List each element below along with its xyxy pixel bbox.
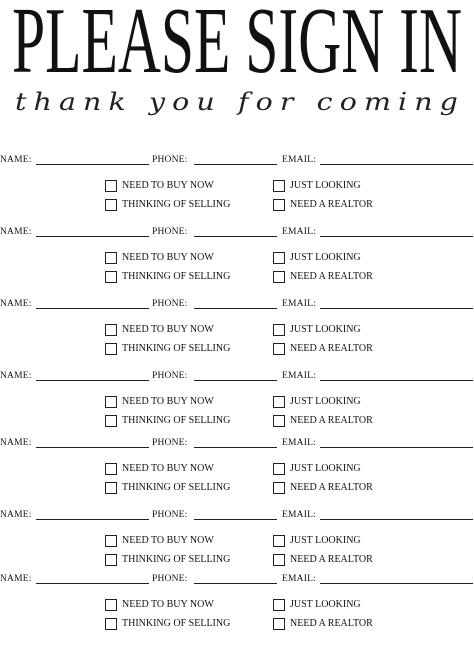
fields-row bbox=[0, 370, 474, 386]
checkbox-label: JUST LOOKING bbox=[290, 535, 361, 546]
name-field[interactable] bbox=[36, 583, 149, 584]
sign-in-entry bbox=[0, 437, 474, 509]
email-field[interactable] bbox=[320, 519, 473, 520]
just-looking-checkbox[interactable] bbox=[273, 396, 423, 410]
checkbox-box[interactable] bbox=[105, 324, 117, 336]
checkbox-box[interactable] bbox=[105, 199, 117, 211]
checkbox-label: THINKING OF SELLING bbox=[122, 271, 231, 282]
phone-field[interactable] bbox=[194, 447, 277, 448]
need-a-realtor-checkbox[interactable] bbox=[273, 415, 423, 429]
email-label: EMAIL: bbox=[282, 155, 316, 165]
email-field[interactable] bbox=[320, 583, 473, 584]
email-field[interactable] bbox=[320, 308, 473, 309]
checkbox-box[interactable] bbox=[105, 482, 117, 494]
checkbox-label: JUST LOOKING bbox=[290, 324, 361, 335]
email-label: EMAIL: bbox=[282, 299, 316, 309]
email-label: EMAIL: bbox=[282, 510, 316, 520]
checkbox-box[interactable] bbox=[273, 554, 285, 566]
name-label: NAME: bbox=[0, 438, 32, 448]
checkbox-label: NEED A REALTOR bbox=[290, 482, 373, 493]
just-looking-checkbox[interactable] bbox=[273, 324, 423, 338]
name-field[interactable] bbox=[36, 519, 149, 520]
email-field[interactable] bbox=[320, 236, 473, 237]
checkbox-box[interactable] bbox=[273, 396, 285, 408]
just-looking-checkbox[interactable] bbox=[273, 252, 423, 266]
phone-field[interactable] bbox=[194, 164, 277, 165]
checkbox-label: NEED TO BUY NOW bbox=[122, 324, 214, 335]
checkbox-box[interactable] bbox=[105, 599, 117, 611]
phone-field[interactable] bbox=[194, 236, 277, 237]
checkbox-label: NEED TO BUY NOW bbox=[122, 463, 214, 474]
checkbox-box[interactable] bbox=[105, 180, 117, 192]
subtitle-script bbox=[0, 78, 474, 128]
sign-in-entry bbox=[0, 226, 474, 298]
need-a-realtor-checkbox[interactable] bbox=[273, 271, 423, 285]
name-field[interactable] bbox=[36, 236, 149, 237]
thinking-of-selling-checkbox[interactable] bbox=[105, 618, 255, 632]
checkbox-box[interactable] bbox=[105, 343, 117, 355]
phone-label: PHONE: bbox=[152, 227, 188, 237]
fields-row bbox=[0, 509, 474, 525]
phone-label: PHONE: bbox=[152, 371, 188, 381]
need-to-buy-now-checkbox[interactable] bbox=[105, 599, 255, 613]
need-a-realtor-checkbox[interactable] bbox=[273, 618, 423, 632]
checkbox-label: JUST LOOKING bbox=[290, 252, 361, 263]
name-label: NAME: bbox=[0, 227, 32, 237]
sign-in-entry bbox=[0, 298, 474, 370]
phone-label: PHONE: bbox=[152, 438, 188, 448]
name-label: NAME: bbox=[0, 155, 32, 165]
fields-row bbox=[0, 437, 474, 453]
need-a-realtor-checkbox[interactable] bbox=[273, 343, 423, 357]
phone-field[interactable] bbox=[194, 519, 277, 520]
checkbox-box[interactable] bbox=[273, 599, 285, 611]
checkbox-label: NEED A REALTOR bbox=[290, 554, 373, 565]
checkbox-box[interactable] bbox=[105, 415, 117, 427]
thinking-of-selling-checkbox[interactable] bbox=[105, 554, 255, 568]
checkbox-box[interactable] bbox=[105, 396, 117, 408]
fields-row bbox=[0, 226, 474, 242]
thinking-of-selling-checkbox[interactable] bbox=[105, 271, 255, 285]
sign-in-entry bbox=[0, 370, 474, 442]
checkbox-box[interactable] bbox=[273, 199, 285, 211]
checkbox-box[interactable] bbox=[273, 535, 285, 547]
need-a-realtor-checkbox[interactable] bbox=[273, 199, 423, 213]
checkbox-label: THINKING OF SELLING bbox=[122, 618, 231, 629]
checkbox-label: NEED A REALTOR bbox=[290, 271, 373, 282]
phone-label: PHONE: bbox=[152, 299, 188, 309]
checkbox-label: JUST LOOKING bbox=[290, 396, 361, 407]
checkbox-box[interactable] bbox=[273, 482, 285, 494]
just-looking-checkbox[interactable] bbox=[273, 599, 423, 613]
checkbox-box[interactable] bbox=[273, 324, 285, 336]
name-field[interactable] bbox=[36, 308, 149, 309]
checkbox-box[interactable] bbox=[105, 535, 117, 547]
need-to-buy-now-checkbox[interactable] bbox=[105, 463, 255, 477]
thinking-of-selling-checkbox[interactable] bbox=[105, 199, 255, 213]
need-to-buy-now-checkbox[interactable] bbox=[105, 535, 255, 549]
checkbox-label: JUST LOOKING bbox=[290, 180, 361, 191]
checkbox-box[interactable] bbox=[105, 618, 117, 630]
name-field[interactable] bbox=[36, 380, 149, 381]
fields-row bbox=[0, 573, 474, 589]
checkbox-box[interactable] bbox=[105, 252, 117, 264]
just-looking-checkbox[interactable] bbox=[273, 535, 423, 549]
need-to-buy-now-checkbox[interactable] bbox=[105, 396, 255, 410]
email-field[interactable] bbox=[320, 447, 473, 448]
checkbox-label: NEED TO BUY NOW bbox=[122, 252, 214, 263]
phone-field[interactable] bbox=[194, 380, 277, 381]
fields-row bbox=[0, 298, 474, 314]
checkbox-label: THINKING OF SELLING bbox=[122, 415, 231, 426]
checkbox-label: THINKING OF SELLING bbox=[122, 554, 231, 565]
name-field[interactable] bbox=[36, 447, 149, 448]
checkbox-box[interactable] bbox=[105, 554, 117, 566]
checkbox-label: NEED A REALTOR bbox=[290, 343, 373, 354]
checkbox-box[interactable] bbox=[273, 252, 285, 264]
checkbox-label: JUST LOOKING bbox=[290, 599, 361, 610]
checkbox-label: NEED TO BUY NOW bbox=[122, 396, 214, 407]
checkbox-box[interactable] bbox=[105, 463, 117, 475]
email-label: EMAIL: bbox=[282, 371, 316, 381]
thinking-of-selling-checkbox[interactable] bbox=[105, 415, 255, 429]
sign-in-entry bbox=[0, 154, 474, 226]
need-to-buy-now-checkbox[interactable] bbox=[105, 252, 255, 266]
checkbox-box[interactable] bbox=[273, 618, 285, 630]
need-a-realtor-checkbox[interactable] bbox=[273, 482, 423, 496]
checkbox-box[interactable] bbox=[273, 463, 285, 475]
phone-label: PHONE: bbox=[152, 574, 188, 584]
checkbox-label: THINKING OF SELLING bbox=[122, 482, 231, 493]
checkbox-label: THINKING OF SELLING bbox=[122, 343, 231, 354]
fields-row bbox=[0, 154, 474, 170]
need-to-buy-now-checkbox[interactable] bbox=[105, 324, 255, 338]
need-to-buy-now-checkbox[interactable] bbox=[105, 180, 255, 194]
phone-field[interactable] bbox=[194, 308, 277, 309]
need-a-realtor-checkbox[interactable] bbox=[273, 554, 423, 568]
checkbox-label: NEED TO BUY NOW bbox=[122, 180, 214, 191]
email-label: EMAIL: bbox=[282, 438, 316, 448]
just-looking-checkbox[interactable] bbox=[273, 180, 423, 194]
thinking-of-selling-checkbox[interactable] bbox=[105, 343, 255, 357]
email-field[interactable] bbox=[320, 164, 473, 165]
checkbox-box[interactable] bbox=[105, 271, 117, 283]
name-label: NAME: bbox=[0, 574, 32, 584]
name-label: NAME: bbox=[0, 299, 32, 309]
checkbox-box[interactable] bbox=[273, 180, 285, 192]
name-label: NAME: bbox=[0, 371, 32, 381]
just-looking-checkbox[interactable] bbox=[273, 463, 423, 477]
email-field[interactable] bbox=[320, 380, 473, 381]
checkbox-label: NEED A REALTOR bbox=[290, 199, 373, 210]
thinking-of-selling-checkbox[interactable] bbox=[105, 482, 255, 496]
page-title bbox=[0, 0, 474, 78]
checkbox-label: JUST LOOKING bbox=[290, 463, 361, 474]
checkbox-box[interactable] bbox=[273, 415, 285, 427]
email-label: EMAIL: bbox=[282, 227, 316, 237]
sign-in-entry bbox=[0, 509, 474, 581]
name-label: NAME: bbox=[0, 510, 32, 520]
phone-label: PHONE: bbox=[152, 510, 188, 520]
sign-in-entry bbox=[0, 573, 474, 645]
subtitle-text: thank you for coming bbox=[15, 88, 465, 116]
checkbox-box[interactable] bbox=[273, 343, 285, 355]
checkbox-label: NEED A REALTOR bbox=[290, 618, 373, 629]
name-field[interactable] bbox=[36, 164, 149, 165]
checkbox-box[interactable] bbox=[273, 271, 285, 283]
checkbox-label: NEED A REALTOR bbox=[290, 415, 373, 426]
checkbox-label: NEED TO BUY NOW bbox=[122, 599, 214, 610]
phone-field[interactable] bbox=[194, 583, 277, 584]
phone-label: PHONE: bbox=[152, 155, 188, 165]
checkbox-label: NEED TO BUY NOW bbox=[122, 535, 214, 546]
title-text: PLEASE SIGN IN bbox=[12, 0, 463, 78]
checkbox-label: THINKING OF SELLING bbox=[122, 199, 231, 210]
email-label: EMAIL: bbox=[282, 574, 316, 584]
